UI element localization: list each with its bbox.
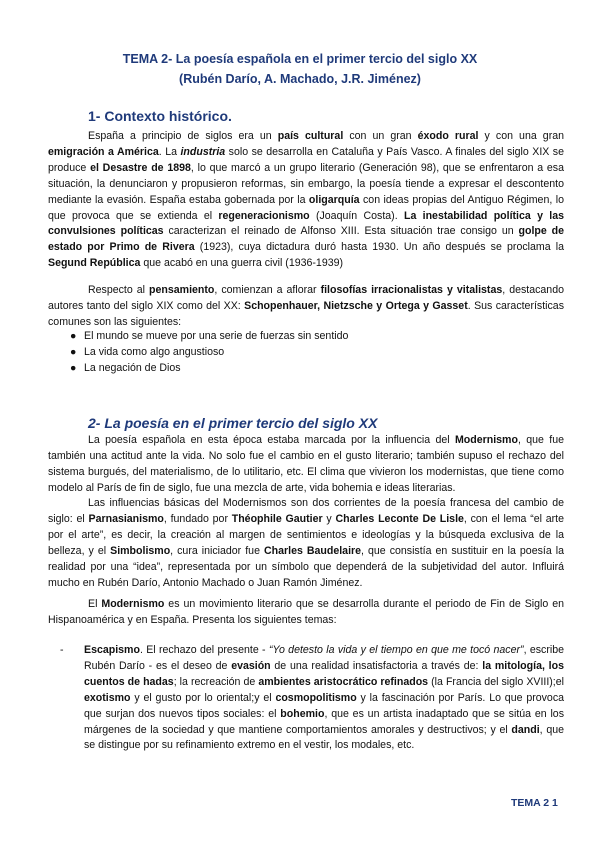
document-subtitle: (Rubén Darío, A. Machado, J.R. Jiménez): [179, 72, 421, 86]
section-heading-poetry: 2- La poesía en el primer tercio del siglo XX: [88, 415, 378, 431]
bullet-icon: ●: [70, 361, 77, 374]
characteristics-list: [48, 329, 564, 377]
page-footer: TEMA 2 1: [511, 797, 558, 809]
list-item: ● La negación de Dios: [48, 361, 564, 377]
paragraph-french-influences: Las influencias básicas del Modernismos son dos corrientes de la poesía francesa del cambio de siglo: el Parnasianismo, fundado por Théophile Gautier y Charles Leconte De Lisle, con el lema “el arte por el arte”, es decir, la creación al margen de sentimientos e ideologías y la búsqueda exclusiva de la belleza, y el Simbolismo, cura iniciador fue Charles Baudelaire, que consistía en sustituir en la poesía la realidad por una “idea”, representada por un símbolo que dependerá de la subjetividad del autor. Influirá mucho en Rubén Darío, Antonio Machado o Juan Ramón Jiménez.: [48, 497, 564, 589]
paragraph-historical-context: España a principio de siglos era un país cultural con un gran éxodo rural y con una gran emigración a América. La industria solo se desarrolla en Cataluña y País Vasco. A finales del siglo XIX se produce el Desastre de 1898, lo que marcó a un grupo literario (Generación 98), que se enfrentaron a esa situación, la denunciaron y propusieron reformas, sin embargo, la poesía tiende a expresar el descontento mediante la evasión. España estaba gobernada por la oligarquía con ideas propias del Antiguo Régimen, lo que provoca que se extienda el regeneracionismo (Joaquín Costa). La inestabilidad política y las convulsiones políticas caracterizan el reinado de Alfonso XIII. Esta situación trae consigo un golpe de estado por Primo de Rivera (1923), cuya dictadura duró hasta 1930. Un año después se proclama la Segund República que acabó en una guerra civil (1936-1939): [48, 130, 565, 270]
bullet-icon: ●: [70, 330, 77, 342]
document-title: TEMA 2- La poesía española en el primer tercio del siglo XX: [122, 52, 478, 66]
bullet-icon: ●: [70, 345, 77, 358]
paragraph-thought: Respecto al pensamiento, comienzan a aflorar filosofías irracionalistas y vitalistas, destacando autores tanto del siglo XIX como del XX: Schopenhauer, Nietzsche y Ortega y Gasset. Sus características comunes son las siguientes:: [48, 284, 564, 328]
paragraph-modernism-influence: La poesía española en esta época estaba marcada por la influencia del Modernismo, que fue también una actitud ante la vida. No solo fue el cambio en el gusto literario; también supuso el rechazo del sistema burgués, del materialismo, de lo utilitario, etc. El clima que vivieron los modernistas, que tiene como modelo al París de fin de siglo, fue una mezcla de arte, vida bohemia e ideas literarias.: [48, 434, 565, 494]
list-item: ● El mundo se mueve por una serie de fuerzas sin sentido: [48, 329, 564, 345]
list-item: ● La vida como algo angustioso: [48, 345, 564, 361]
dash-marker: -: [60, 644, 64, 656]
paragraph-modernism-definition: El Modernismo es un movimiento literario que se desarrolla durante el periodo de Fin de Siglo en Hispanoamérica y en España. Presenta los siguientes temas:: [48, 598, 564, 626]
theme-item-text: Escapismo. El rechazo del presente - “Yo detesto la vida y el tiempo en que me tocó nacer”, escribe Rubén Darío - es el deseo de evasión de una realidad insatisfactoria a través de: la mitología, los cuentos de hadas; la recreación de ambientes aristocrático refinados (la Francia del siglo XVIII);el exotismo y el gusto por lo oriental;y el cosmopolitismo y la fascinación por París. Lo que provoca que surjan dos nuevos tipos sociales: el bohemio, que es un artista inadaptado que se sitúa en los márgenes de la sociedad y que mantiene comportamientos amorales y destructivos; y el dandi, que se distingue por su refinamiento extremo en el vestir, los modales, etc.: [84, 644, 565, 752]
section-heading-context: 1- Contexto histórico.: [88, 108, 232, 124]
theme-item-escapism: [60, 643, 564, 754]
